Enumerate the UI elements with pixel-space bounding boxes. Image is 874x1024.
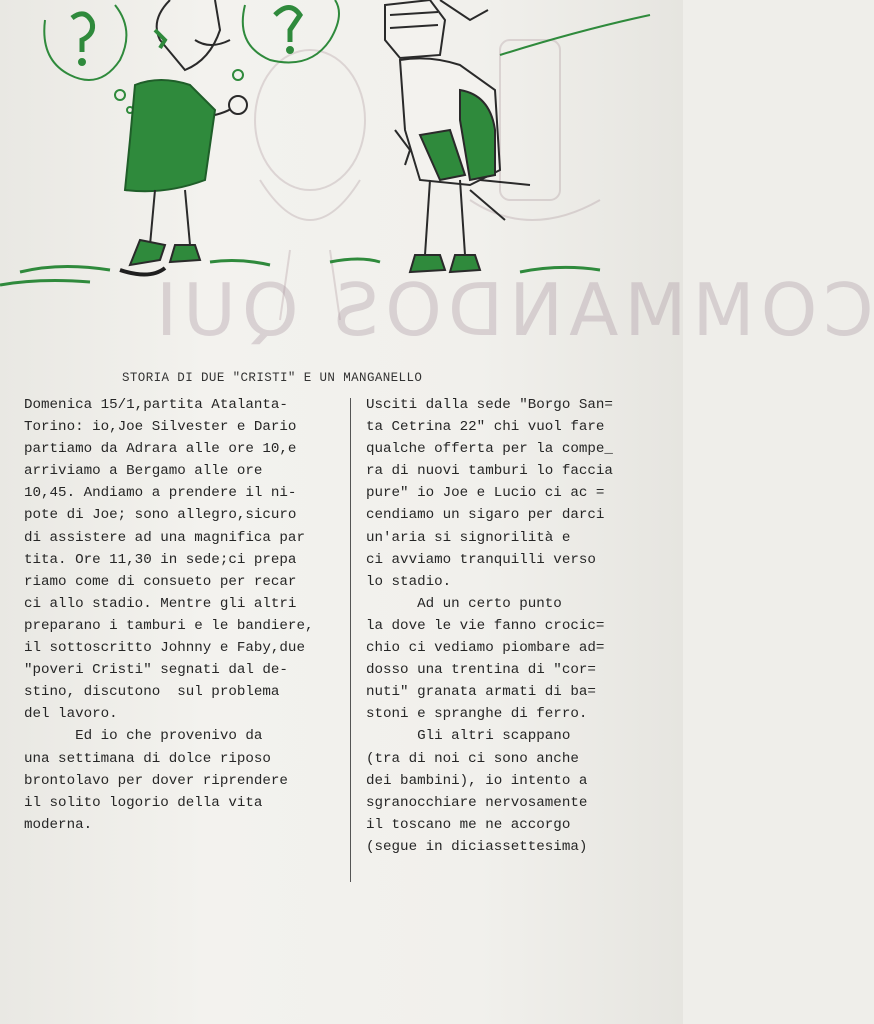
text-line: Ed io che provenivo da — [24, 728, 263, 745]
text-line: dei bambini), io intento a — [366, 772, 588, 789]
text-line: riamo come di consueto per recar — [24, 573, 297, 590]
text-line: del lavoro. — [24, 706, 118, 723]
text-line: un'aria si signorilità e — [366, 529, 571, 546]
text-line: sgranocchiare nervosamente — [366, 794, 588, 811]
thought-bubble-right — [233, 0, 339, 80]
text-line: Ad un certo punto — [366, 595, 562, 612]
column-divider — [350, 398, 351, 882]
text-line: chio ci vediamo piombare ad= — [366, 640, 605, 657]
bleed-through-heading: COMMANDOS QUI — [150, 268, 874, 352]
text-line: moderna. — [24, 816, 93, 833]
text-line: pote di Joe; sono allegro,sicuro — [24, 507, 297, 524]
text-line: una settimana di dolce riposo — [24, 750, 271, 767]
text-line: cendiamo un sigaro per darci — [366, 507, 605, 524]
text-line: Gli altri scappano — [366, 728, 571, 745]
text-line: (segue in diciassettesima) — [366, 838, 588, 855]
text-line: preparano i tamburi e le bandiere, — [24, 617, 314, 634]
text-line: ta Cetrina 22" chi vuol fare — [366, 419, 605, 436]
text-line: tita. Ore 11,30 in sede;ci prepa — [24, 551, 297, 568]
text-line: il toscano me ne accorgo — [366, 816, 571, 833]
text-line: il sottoscritto Johnny e Faby,due — [24, 640, 305, 657]
text-line: brontolavo per dover riprendere — [24, 772, 288, 789]
story-column-left — [24, 394, 349, 836]
text-line: Domenica 15/1,partita Atalanta- — [24, 397, 288, 413]
text-line: 10,45. Andiamo a prendere il ni- — [24, 485, 297, 502]
story-column-right — [366, 394, 666, 858]
text-line: di assistere ad una magnifica par — [24, 529, 305, 546]
story-title: STORIA DI DUE "CRISTI" E UN MANGANELLO — [122, 371, 423, 385]
text-line: pure" io Joe e Lucio ci ac = — [366, 485, 605, 502]
text-line: "poveri Cristi" segnati dal de- — [24, 662, 288, 679]
text-line: stoni e spranghe di ferro. — [366, 706, 588, 723]
text-line: dosso una trentina di "cor= — [366, 662, 596, 679]
text-line: ci allo stadio. Mentre gli altri — [24, 595, 297, 612]
cartoon-man-left — [120, 0, 247, 275]
text-line: nuti" granata armati di ba= — [366, 684, 596, 701]
thought-bubble-left — [44, 5, 133, 113]
text-line: ra di nuovi tamburi lo faccia — [366, 463, 613, 480]
text-line: (tra di noi ci sono anche — [366, 750, 579, 767]
text-line: lo stadio. — [366, 573, 452, 590]
text-line: stino, discutono sul problema — [24, 684, 280, 701]
text-line: arriviamo a Bergamo alle ore — [24, 463, 263, 480]
text-line: Torino: io,Joe Silvester e Dario — [24, 419, 297, 436]
text-line: ci avviamo tranquilli verso — [366, 551, 596, 568]
text-line: qualche offerta per la compe_ — [366, 441, 613, 458]
text-line: Usciti dalla sede "Borgo San= — [366, 397, 613, 413]
text-line: la dove le vie fanno crocic= — [366, 617, 605, 634]
text-line: partiamo da Adrara alle ore 10,e — [24, 441, 297, 458]
text-line: il solito logorio della vita — [24, 794, 263, 811]
